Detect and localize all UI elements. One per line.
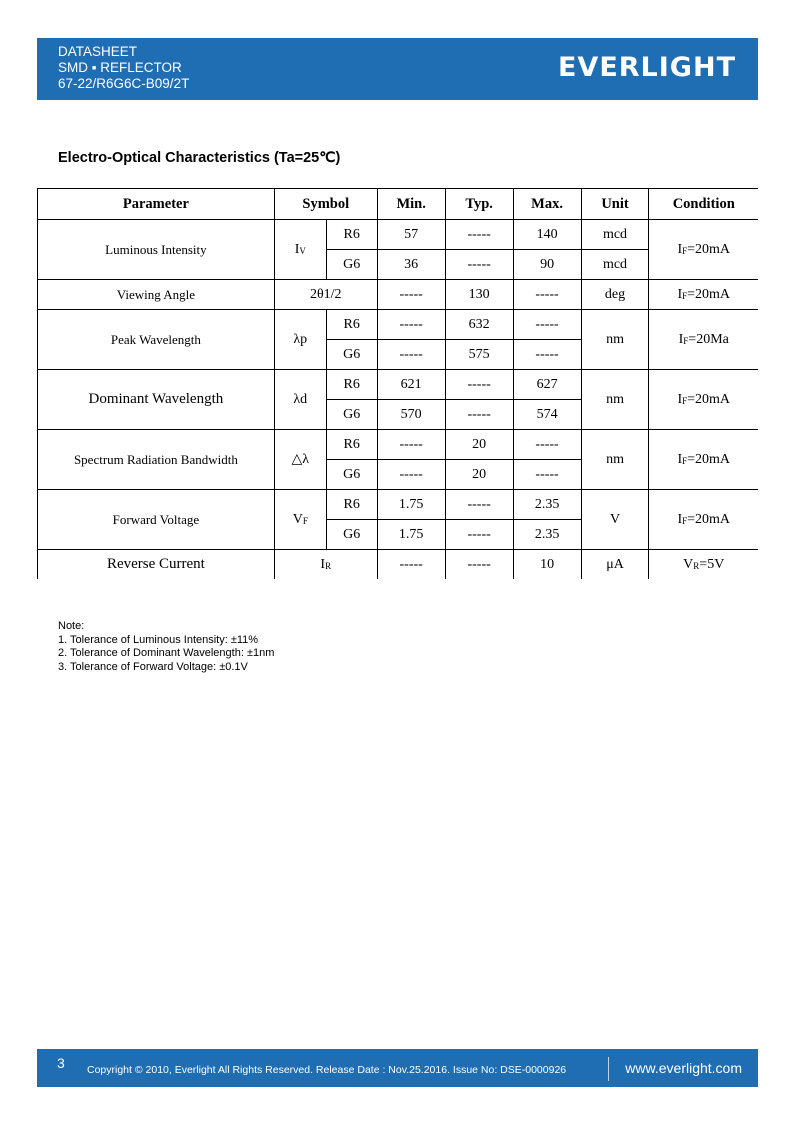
- table-row: [38, 370, 759, 400]
- table-row: [38, 220, 759, 250]
- typ-value: 575: [445, 340, 513, 370]
- bin-code: R6: [326, 430, 377, 460]
- page-number: 3: [57, 1055, 65, 1071]
- max-value: 90: [513, 250, 581, 280]
- param-luminous-intensity: Luminous Intensity: [38, 220, 275, 280]
- header-doc-info: [58, 44, 189, 92]
- everlight-logo: EVERLIGHT: [557, 52, 736, 83]
- max-value: 574: [513, 400, 581, 430]
- unit-value: μA: [581, 550, 649, 580]
- symbol-cell: 2θ1/2: [274, 280, 377, 310]
- min-value: 1.75: [377, 520, 445, 550]
- header-part-number: 67-22/R6G6C-B09/2T: [58, 76, 190, 91]
- param-spectrum-bandwidth: Spectrum Radiation Bandwidth: [38, 430, 275, 490]
- notes-section: [58, 620, 274, 674]
- min-value: -----: [377, 430, 445, 460]
- max-value: -----: [513, 340, 581, 370]
- min-value: 1.75: [377, 490, 445, 520]
- max-value: 2.35: [513, 490, 581, 520]
- symbol-cell: △λ: [274, 430, 326, 490]
- typ-value: 20: [445, 430, 513, 460]
- typ-value: 130: [445, 280, 513, 310]
- typ-value: 632: [445, 310, 513, 340]
- website-link[interactable]: www.everlight.com: [625, 1060, 742, 1076]
- section-title: Electro-Optical Characteristics (Ta=25℃): [58, 150, 341, 166]
- max-value: -----: [513, 280, 581, 310]
- typ-value: 20: [445, 460, 513, 490]
- max-value: -----: [513, 460, 581, 490]
- unit-value: mcd: [581, 250, 649, 280]
- condition-cell: $I_F=20Ma$: [649, 310, 758, 370]
- max-value: 140: [513, 220, 581, 250]
- typ-value: -----: [445, 250, 513, 280]
- col-header-condition: Condition: [649, 189, 758, 220]
- col-header-max: Max.: [513, 189, 581, 220]
- max-value: 2.35: [513, 520, 581, 550]
- bin-code: G6: [326, 340, 377, 370]
- table-row: [38, 550, 759, 580]
- bin-code: G6: [326, 400, 377, 430]
- notes-title: Note:: [58, 620, 85, 632]
- typ-value: -----: [445, 400, 513, 430]
- condition-cell: $I_F=20mA$: [649, 430, 758, 490]
- symbol-cell: $I_V$: [274, 220, 326, 280]
- col-header-min: Min.: [377, 189, 445, 220]
- param-peak-wavelength: Peak Wavelength: [38, 310, 275, 370]
- col-header-unit: Unit: [581, 189, 649, 220]
- min-value: 36: [377, 250, 445, 280]
- min-value: 57: [377, 220, 445, 250]
- unit-value: mcd: [581, 220, 649, 250]
- typ-value: -----: [445, 490, 513, 520]
- min-value: -----: [377, 550, 445, 580]
- condition-cell: $I_F=20mA$: [649, 280, 758, 310]
- unit-value: V: [581, 490, 649, 550]
- typ-value: -----: [445, 370, 513, 400]
- table-row: [38, 490, 759, 520]
- typ-value: -----: [445, 520, 513, 550]
- symbol-cell: $V_F$: [274, 490, 326, 550]
- typ-value: -----: [445, 550, 513, 580]
- bin-code: G6: [326, 250, 377, 280]
- param-forward-voltage: Forward Voltage: [38, 490, 275, 550]
- bin-code: R6: [326, 310, 377, 340]
- col-header-symbol: Symbol: [274, 189, 377, 220]
- bin-code: G6: [326, 520, 377, 550]
- unit-value: nm: [581, 370, 649, 430]
- condition-cell: $I_F=20mA$: [649, 370, 758, 430]
- table-header-row: [38, 189, 759, 220]
- max-value: 10: [513, 550, 581, 580]
- bin-code: R6: [326, 490, 377, 520]
- param-reverse-current: Reverse Current: [38, 550, 275, 580]
- copyright-text: Copyright © 2010, Everlight All Rights Reserved. Release Date : Nov.25.2016. Issue No: DSE-0000926: [87, 1064, 567, 1076]
- condition-cell: $I_F=20mA$: [649, 490, 758, 550]
- bin-code: R6: [326, 370, 377, 400]
- header-doc-type: DATASHEET: [58, 44, 138, 59]
- header-product-family: SMD ▪ REFLECTOR: [58, 60, 182, 75]
- min-value: -----: [377, 280, 445, 310]
- page-footer: [37, 1049, 758, 1087]
- max-value: 627: [513, 370, 581, 400]
- max-value: -----: [513, 310, 581, 340]
- table-row: [38, 310, 759, 340]
- min-value: -----: [377, 340, 445, 370]
- symbol-cell: $I_R$: [274, 550, 377, 580]
- typ-value: -----: [445, 220, 513, 250]
- page-header: [37, 38, 758, 100]
- min-value: -----: [377, 310, 445, 340]
- min-value: -----: [377, 460, 445, 490]
- bin-code: G6: [326, 460, 377, 490]
- table-row: [38, 280, 759, 310]
- param-viewing-angle: Viewing Angle: [38, 280, 275, 310]
- condition-cell: $V_R=5V$: [649, 550, 758, 580]
- col-header-typ: Typ.: [445, 189, 513, 220]
- bin-code: R6: [326, 220, 377, 250]
- note-item: 1. Tolerance of Luminous Intensity: ±11%: [58, 633, 259, 646]
- symbol-cell: λp: [274, 310, 326, 370]
- min-value: 570: [377, 400, 445, 430]
- param-dominant-wavelength: Dominant Wavelength: [38, 370, 275, 430]
- symbol-cell: λd: [274, 370, 326, 430]
- footer-divider: [608, 1057, 609, 1081]
- note-item: 3. Tolerance of Forward Voltage: ±0.1V: [58, 660, 248, 673]
- table-row: [38, 430, 759, 460]
- min-value: 621: [377, 370, 445, 400]
- col-header-parameter: Parameter: [38, 189, 275, 220]
- condition-cell: $I_F=20mA$: [649, 220, 758, 280]
- note-item: 2. Tolerance of Dominant Wavelength: ±1nm: [58, 647, 275, 659]
- electro-optical-table: [37, 188, 758, 579]
- unit-value: deg: [581, 280, 649, 310]
- unit-value: nm: [581, 430, 649, 490]
- unit-value: nm: [581, 310, 649, 370]
- max-value: -----: [513, 430, 581, 460]
